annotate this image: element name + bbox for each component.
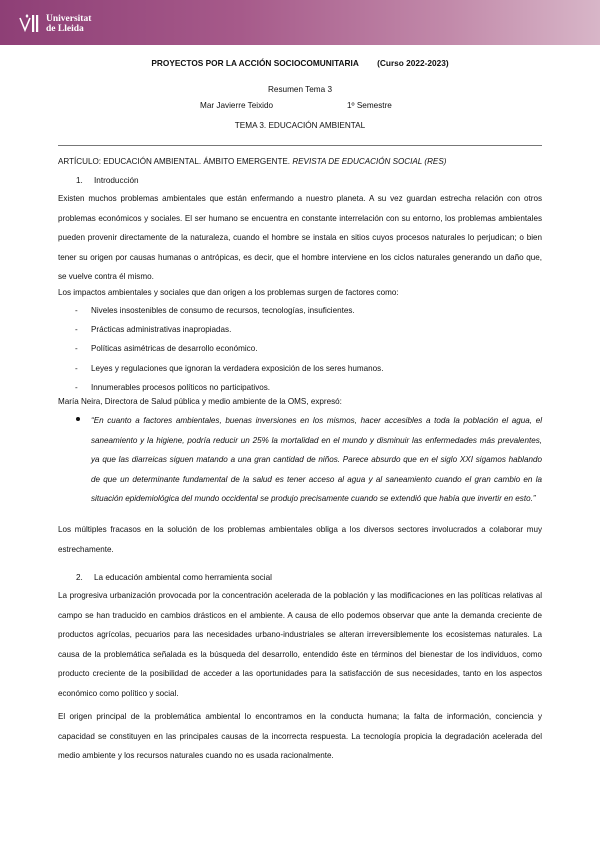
paragraph-3: María Neira, Directora de Salud pública y medio ambiente de la OMS, expresó:	[58, 397, 342, 406]
divider	[58, 145, 542, 146]
quote-text: “En cuanto a factores ambientales, buenas inversiones en los mismos, hacer accesibles a toda la población el agua, el saneamiento y la higiene, podría reducir un 25% la mortalidad en el mundo y disminuir las enfermedades más prevalentes, ya que las diarreicas siguen matando a una gran cantidad de niños. Parece absurdo que en el siglo XXI sigamos hablando de que un determinante fundamental de la salud es tener acceso al agua y al saneamiento cuando el gran cambio en la situación epidemiológica del mundo occidental se produjo precisamente cuando se extendió que había que invertir en esto.”	[91, 416, 542, 504]
dash-marker: -	[75, 325, 78, 335]
section-2-heading	[76, 573, 272, 582]
dash-marker: -	[75, 344, 78, 354]
topic-title: TEMA 3. EDUCACIÓN AMBIENTAL	[234, 121, 366, 130]
section-1-title: Introducción	[94, 176, 139, 185]
article-prefix: ARTÍCULO: EDUCACIÓN AMBIENTAL. ÁMBITO EMERGENTE.	[58, 157, 291, 166]
dash-marker: -	[75, 306, 78, 315]
list-item: - Leyes y regulaciones que ignoran la verdadera exposición de los seres humanos.	[58, 359, 542, 378]
section-2-title: La educación ambiental como herramienta social	[94, 573, 272, 582]
logo-line1: Universitat	[46, 14, 92, 24]
list-item: - Niveles insostenibles de consumo de recursos, tecnologías, insuficientes.	[58, 301, 542, 320]
dash-marker: -	[75, 363, 78, 373]
title-text: PROYECTOS POR LA ACCIÓN SOCIOCOMUNITARIA	[151, 58, 359, 68]
list-item: - Innumerables procesos políticos no participativos.	[58, 378, 542, 397]
university-name	[46, 14, 91, 34]
section-1-heading	[76, 176, 139, 185]
bullet-dot-icon	[76, 417, 80, 421]
paragraph-6: El origen principal de la problemática ambiental lo encontramos en la conducta humana; la falta de información, conciencia y capacidad se constituyen en las principales causas de la incorrecta respuesta. La tecnología propicia la degradación acelerada del medio ambiente y los recursos naturales cuando no es usada racionalmente.	[58, 712, 542, 761]
course-text: (Curso 2022-2023)	[377, 58, 449, 68]
factor-list	[58, 301, 542, 397]
logo-line2: de Lleida	[46, 24, 84, 34]
dash-marker: -	[75, 382, 78, 392]
doc-title	[58, 58, 542, 68]
semester: 1º Semestre	[347, 101, 392, 110]
article-heading	[58, 157, 446, 166]
paragraph-4: Los múltiples fracasos en la solución de los problemas ambientales obliga a los diversos sectores involucrados a colaborar muy estrechamente.	[58, 525, 542, 554]
section-2-number: 2.	[76, 573, 83, 582]
section-1-number: 1.	[76, 176, 83, 185]
paragraph-5: La progresiva urbanización provocada por la concentración acelerada de la población y las modificaciones en las políticas relativas al campo se han traducido en cambios drásticos en el ambiente. A causa de ello podemos observar que ante la demanda creciente de productos agrícolas, pecuarios para las necesidades urbano-industriales se alteran irreversiblemente los ecosistemas naturales. La causa de la problemática señalada es la búsqueda del desarrollo, entendido éste en términos del bienestar de los individuos, como producto creciente de la posibilidad de acceder a las oportunidades para la satisfacción de sus necesidades, tanto en los aspectos económico como político y social.	[58, 591, 542, 698]
paragraph-2: Los impactos ambientales y sociales que dan origen a los problemas surgen de factores como:	[58, 288, 399, 297]
summary-line: Resumen Tema 3	[267, 85, 332, 94]
article-journal: REVISTA DE EDUCACIÓN SOCIAL (RES)	[292, 157, 447, 166]
author-name: Mar Javierre Teixido	[200, 101, 274, 110]
list-item: - Políticas asimétricas de desarrollo económico.	[58, 339, 542, 358]
university-logo	[14, 9, 120, 39]
list-item: - Prácticas administrativas inapropiadas.	[58, 320, 542, 339]
university-crest-icon	[14, 10, 42, 38]
paragraph-1: Existen muchos problemas ambientales que están enfermando a nuestro planeta. A su vez guardan estrecha relación con otros problemas económicos y sociales. El ser humano se encuentra en constante interrelación con su entorno, los problemas ambientales pueden provenir directamente de la naturaleza, cuando el hombre se instala en sitios cuyos procesos naturales lo perjudican; o bien tener su origen por causas humanas o antrópicas, es decir, que el hombre interviene en los ciclos naturales generando un daño que, se vuelve contra él mismo.	[58, 194, 542, 282]
